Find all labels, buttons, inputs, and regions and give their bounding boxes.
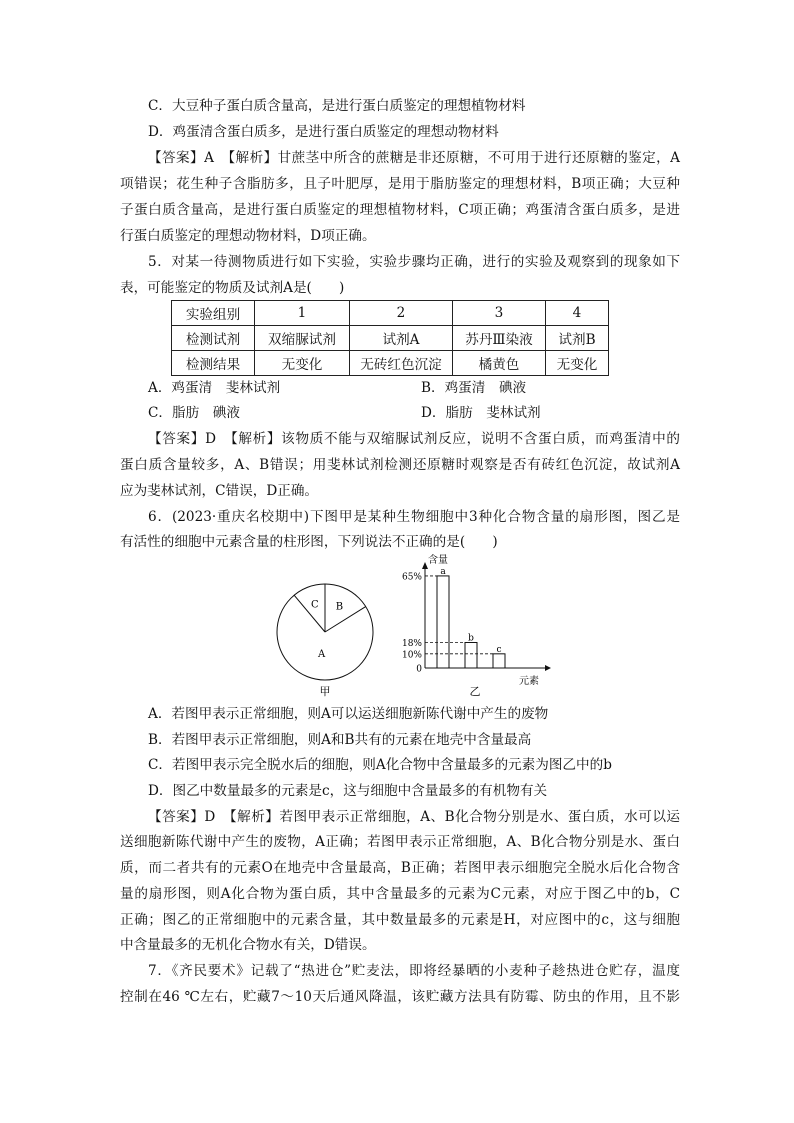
q6-option-b: B．若图甲表示正常细胞，则A和B共有的元素在地壳中含量最高 (148, 732, 532, 748)
table-cell: 试剂B (546, 326, 609, 351)
table-cell: 1 (255, 301, 350, 326)
bar-caption: 乙 (469, 685, 481, 698)
table-cell: 无变化 (255, 351, 350, 376)
q6-answer-line: 量的扇形图，则A化合物为蛋白质，其中含量最多的元素为C元素，对应于图乙中的b，C (120, 886, 680, 902)
q6-option-c: C．若图甲表示完全脱水后的细胞，则A化合物中含量最多的元素为图乙中的b (148, 757, 612, 773)
pie-slice-label: A (318, 648, 326, 660)
q5-answer-line: 【答案】D 【解析】该物质不能与双缩脲试剂反应，说明不含蛋白质，而鸡蛋清中的 (148, 431, 680, 447)
q4-answer-line: 项错误；花生种子含脂肪多，且子叶肥厚，是用于脂肪鉴定的理想材料，B项正确；大豆种 (120, 176, 680, 192)
q6-figure-svg (270, 554, 560, 714)
bar-label: a (440, 566, 446, 577)
bar-b (465, 643, 477, 669)
pie-slice-divider (294, 595, 325, 632)
bar-label: b (468, 633, 474, 644)
q6-answer-line: 正确；图乙的正常细胞中的元素含量，其中数量最多的元素是H，对应图中的c，这与细胞 (120, 912, 680, 928)
q5-answer-line: 蛋白质含量较多，A、B错误；用斐林试剂检测还原糖时观察是否有砖红色沉淀，故试剂A (120, 457, 680, 473)
q6-option-a: A．若图甲表示正常细胞，则A可以运送细胞新陈代谢中产生的废物 (148, 706, 549, 722)
table-row (172, 351, 609, 376)
y-tick-label: 0 (416, 664, 422, 675)
q5-option-a: A．鸡蛋清 斐林试剂 (148, 380, 281, 396)
table-cell: 试剂A (350, 326, 453, 351)
q5-option-d: D．脂肪 斐林试剂 (421, 405, 541, 421)
q6-answer-line: 送细胞新陈代谢中产生的废物，A正确；若图甲表示正常细胞，A、B化合物分别是水、蛋白 (120, 834, 680, 850)
q6-stem-line: 有活性的细胞中元素含量的柱形图，下列说法不正确的是( ) (120, 534, 498, 550)
table-cell: 检测试剂 (172, 326, 255, 351)
q5-answer-line: 应为斐林试剂，C错误，D正确。 (120, 483, 319, 499)
y-tick-label: 65% (401, 572, 422, 583)
pie-slice-divider (325, 607, 366, 632)
q6-answer-line: 中含量最多的无机化合物水有关，D错误。 (120, 937, 376, 953)
pie-caption: 甲 (319, 685, 331, 698)
table-cell: 检测结果 (172, 351, 255, 376)
bar-label: c (496, 644, 502, 655)
q6-figures (270, 554, 560, 714)
q4-option-c: C．大豆种子蛋白质含量高，是进行蛋白质鉴定的理想植物材料 (148, 98, 526, 114)
table-cell: 4 (546, 301, 609, 326)
table-cell: 双缩脲试剂 (255, 326, 350, 351)
q5-option-c: C．脂肪 碘液 (148, 405, 240, 421)
table-row (172, 301, 609, 326)
q4-answer-line: 行蛋白质鉴定的理想动物材料，D项正确。 (120, 228, 376, 244)
table-cell: 苏丹Ⅲ染液 (453, 326, 546, 351)
table-cell: 橘黄色 (453, 351, 546, 376)
pie-slice-label: C (310, 599, 319, 611)
y-axis-label: 含量 (428, 555, 448, 566)
q5-stem-line: 表，可能鉴定的物质及试剂A是( ) (120, 280, 345, 296)
pie-chart (277, 584, 373, 680)
q5-option-b: B．鸡蛋清 碘液 (421, 380, 527, 396)
table-cell: 3 (453, 301, 546, 326)
q7-stem-line: 7．《齐民要术》记载了“热进仓”贮麦法，即将经暴晒的小麦种子趁热进仓贮存，温度 (148, 963, 680, 979)
q6-answer-line: 【答案】D 【解析】若图甲表示正常细胞，A、B化合物分别是水、蛋白质，水可以运 (148, 809, 680, 825)
q5-table (171, 300, 609, 376)
y-tick-label: 10% (401, 650, 422, 661)
x-axis-arrow (545, 665, 551, 671)
x-axis-label: 元素 (519, 676, 539, 687)
q6-option-d: D．图乙中数量最多的元素是c，这与细胞中含量最多的有机物有关 (148, 783, 548, 799)
q7-stem-line: 控制在46 ℃左右，贮藏7～10天后通风降温，该贮藏方法具有防霉、防虫的作用，且不影 (120, 989, 680, 1005)
q4-answer-line: 子蛋白质含量高，是进行蛋白质鉴定的理想植物材料，C项正确；鸡蛋清含蛋白质多，是进 (120, 202, 680, 218)
bar-chart (402, 554, 551, 698)
q4-option-d: D．鸡蛋清含蛋白质多，是进行蛋白质鉴定的理想动物材料 (148, 124, 499, 140)
q4-answer-line: 【答案】A 【解析】甘蔗茎中所含的蔗糖是非还原糖，不可用于进行还原糖的鉴定，A (148, 150, 680, 166)
bar-c (493, 654, 505, 668)
pie-slice-label: B (335, 601, 344, 613)
table-cell: 无变化 (546, 351, 609, 376)
y-tick-label: 18% (401, 639, 422, 649)
table-row (172, 326, 609, 351)
table-cell: 无砖红色沉淀 (350, 351, 453, 376)
q6-stem-line: 6．(2023·重庆名校期中)下图甲是某种生物细胞中3种化合物含量的扇形图，图乙是 (148, 509, 680, 525)
table-cell: 实验组别 (172, 301, 255, 326)
q6-answer-line: 质，而二者共有的元素O在地壳中含量最高，B正确；若图甲表示细胞完全脱水后化合物含 (120, 860, 680, 876)
table-cell: 2 (350, 301, 453, 326)
q5-stem-line: 5．对某一待测物质进行如下实验，实验步骤均正确，进行的实验及观察到的现象如下 (148, 254, 680, 270)
